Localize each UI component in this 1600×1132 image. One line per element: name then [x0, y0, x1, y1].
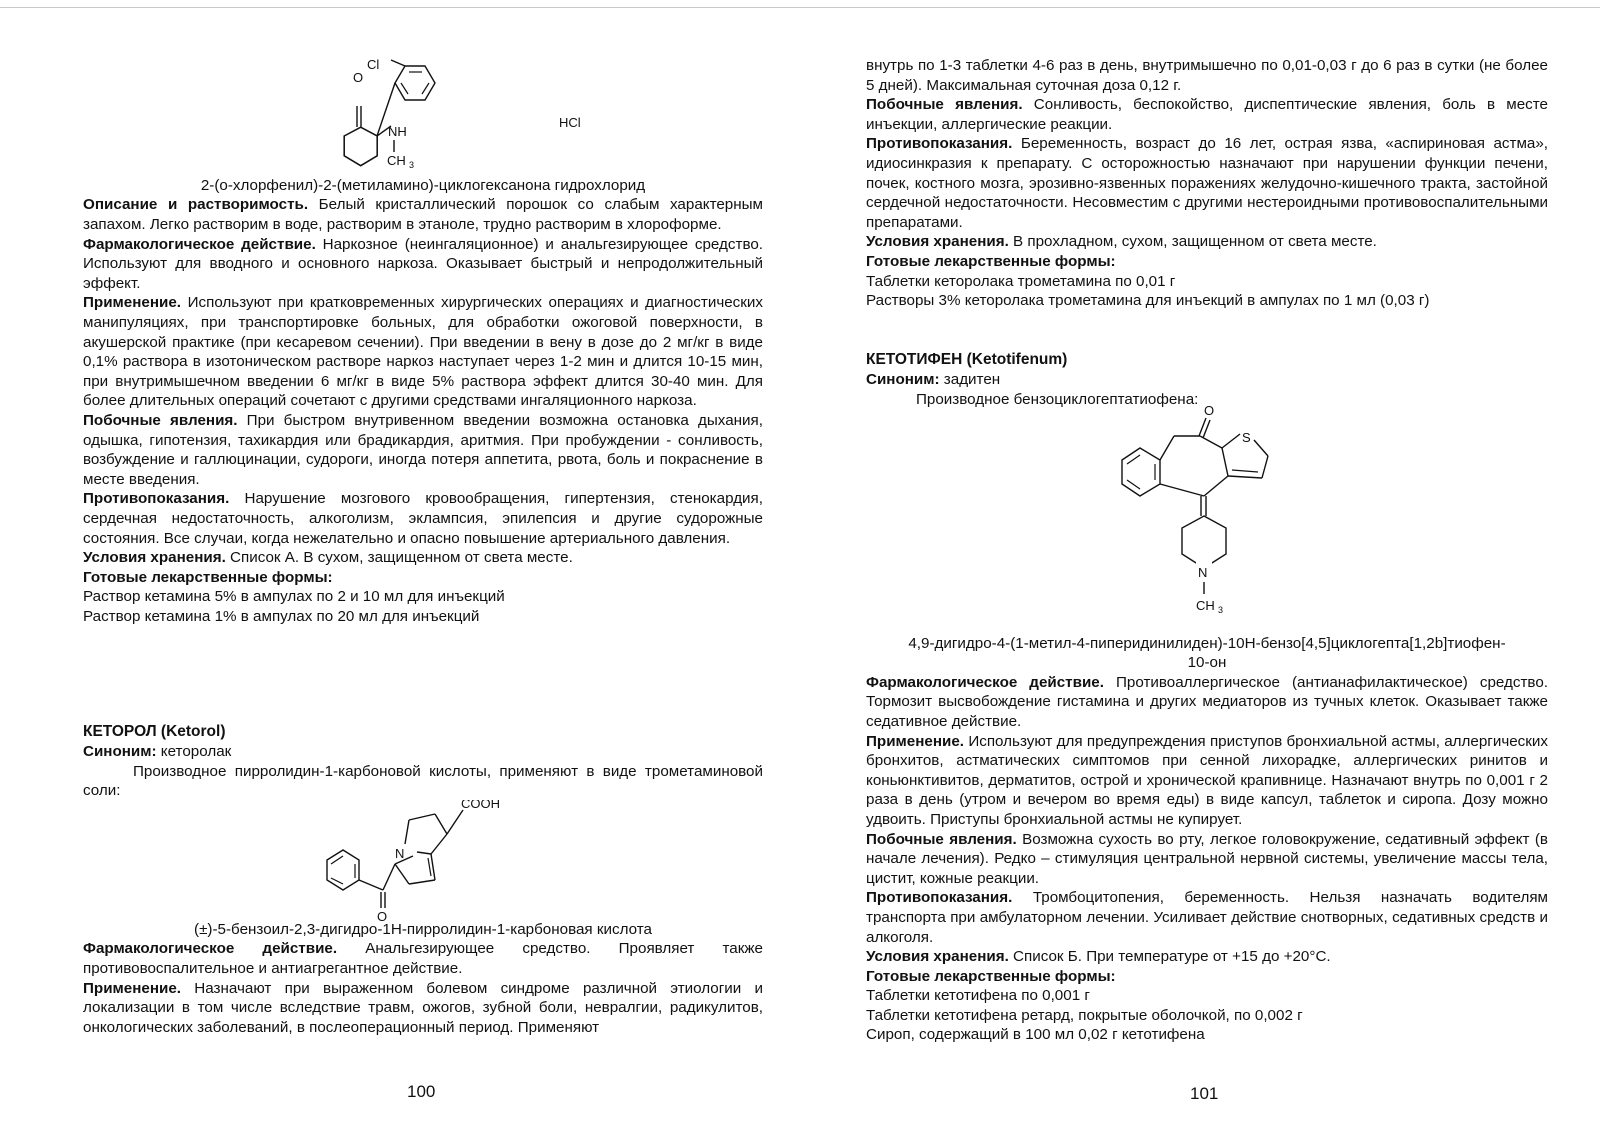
ketamine-storage	[83, 548, 763, 568]
ketorol-n-label: N	[395, 846, 405, 861]
ketamine-cl-label: Cl	[367, 57, 380, 72]
ketorol-title: КЕТОРОЛ (Ketorol)	[83, 723, 226, 740]
ketamine-hcl-label: HCl	[559, 115, 581, 130]
ketamine-pharmacology	[83, 235, 763, 294]
ketorol-section	[83, 722, 763, 801]
ketorol-chemical-name: (±)-5-бензоил-2,3-дигидро-1Н-пирролидин-1-карбоновая кислота	[194, 921, 652, 938]
text: Противоаллергическое (антианафилактическое) средство. Тормозит высвобождение гистамина и других медиаторов из тучных клеток. Оказывает также седативное действие.	[866, 673, 1548, 730]
label: Побочные явления.	[83, 411, 238, 429]
text: Возможна сухость во рту, легкое головокружение, седативный эффект (в начале лечения). Редко – стимуляция центральной нервной системы, увеличение массы тела, цистит, кожные реакции.	[866, 830, 1548, 887]
label: Условия хранения.	[83, 549, 226, 567]
text: Сонливость, беспокойство, диспептические явления, боль в месте инъекции, аллергические реакции.	[866, 96, 1548, 133]
ketotifen-section-cont	[866, 634, 1548, 1045]
text: Список Б. При температуре от +15 до +20°С.	[1008, 948, 1331, 966]
ketamine-usage	[83, 293, 763, 411]
ketorol-contraindications	[866, 134, 1548, 232]
label: Фармакологическое действие.	[83, 940, 338, 958]
text: Белый кристаллический порошок со слабым характерным запахом. Легко растворим в воде, растворим в этаноле, трудно растворим в хлороформе.	[83, 196, 763, 233]
ketotifen-title: КЕТОТИФЕН (Ketotifenum)	[866, 351, 1068, 368]
label: Фармакологическое действие.	[866, 673, 1104, 691]
ketotifen-side-effects	[866, 830, 1548, 889]
ketamine-forms-heading	[83, 568, 763, 588]
ketorol-intro: Производное пирролидин-1-карбоновой кислоты, применяют в виде трометаминовой соли:	[83, 762, 763, 800]
ketorol-section-cont	[83, 920, 763, 1037]
ketamine-form-item: Раствор кетамина 1% в ампулах по 20 мл для инъекций	[83, 607, 480, 625]
ketorol-pharmacology	[83, 939, 763, 978]
ketamine-section	[83, 176, 763, 626]
ketotifen-structure	[1116, 404, 1306, 630]
ketamine-form-item: Раствор кетамина 5% в ампулах по 2 и 10 мл для инъекций	[83, 588, 505, 606]
ketamine-nh-label: NH	[388, 124, 407, 139]
text: Используют при кратковременных хирургических операциях и диагностических манипуляциях, при транспортировке больных, для обработки ожоговой поверхности, в акушерской практике (при кесаревом сечении). При введении в вену в дозе до 2 мг/кг в виде 0,1% раствора в изотоническом растворе наркоз наступает через 1-2 мин и длится 10-15 мин, при внутримышечном введении 6 мг/кг в виде 5% раствора эффект длится 30-40 мин. Для более длительных операций сочетают с другими средствами ингаляционного наркоза.	[83, 294, 763, 410]
label: Готовые лекарственные формы:	[866, 252, 1116, 270]
ketotifen-ch3-label: CH	[1196, 598, 1215, 613]
ketotifen-form-item: Таблетки кетотифена по 0,001 г	[866, 987, 1090, 1005]
label: Условия хранения.	[866, 233, 1009, 251]
ketorol-structure	[313, 800, 573, 930]
ketotifen-chemical-name: 4,9-дигидро-4-(1-метил-4-пиперидинилиден)-10Н-бензо[4,5]циклогепта[1,2b]тиофен-	[908, 635, 1506, 652]
ketotifen-chemical-name-cont: 10-он	[1187, 654, 1227, 672]
text: задитен	[939, 371, 1001, 388]
text: Наркозное (неингаляционное) и анальгезирующее средство. Используют для вводного и основного наркоза. Оказывает быстрый и непродолжительный эффект.	[83, 235, 764, 292]
ketorol-side-effects	[866, 95, 1548, 134]
ketorol-o-label: O	[377, 909, 388, 924]
ketotifen-ch3-subscript: 3	[1218, 605, 1224, 615]
text: Нарушение мозгового кровообращения, гипертензия, стенокардия, сердечная недостаточность, алкоголизм, эклампсия, эпилепсия и другие судорожные состояния. Все случаи, когда нежелательно и опасно повышение артериального давления.	[83, 490, 763, 547]
text: Используют для предупреждения приступов бронхиальной астмы, аллергических бронхитов, астматических симптомов при сенной лихорадке, аллергических ринитов и коньюнктивитов, дерматитов, острой и хронической крапивнице. Назначают внутрь по 0,001 г 2 раза в день (утром и вечером во время еды) в виде капсул, таблеток и сиропа. Дозу можно удвоить. Приступы бронхиальной астмы не купирует.	[866, 732, 1548, 828]
left-page	[83, 0, 763, 1132]
text: Назначают при выраженном болевом синдроме различной этиологии и локализации в том числе вследствие травм, ожогов, зубной боли, невралгии, радикулитов, онкологических заболеваний, в послеоперационный период. Применяют	[83, 979, 763, 1036]
ketorol-continuation	[866, 56, 1548, 310]
page-number-right: 101	[1190, 1084, 1219, 1103]
ketorol-synonym	[83, 742, 763, 762]
label: Противопоказания.	[83, 490, 230, 508]
ketorol-usage	[83, 979, 763, 1038]
ketotifen-o-label: O	[1204, 404, 1215, 418]
text: кеторолак	[156, 743, 232, 760]
label: Готовые лекарственные формы:	[83, 568, 333, 586]
text: В прохладном, сухом, защищенном от света месте.	[1008, 233, 1377, 251]
label: Синоним:	[83, 743, 157, 760]
ketorol-form-item: Растворы 3% кеторолака трометамина для инъекций в ампулах по 1 мл (0,03 г)	[866, 291, 1430, 309]
label: Условия хранения.	[866, 948, 1009, 966]
ketotifen-usage	[866, 732, 1548, 830]
ketamine-o-label: O	[353, 70, 364, 85]
ketotifen-section	[866, 350, 1548, 409]
label: Применение.	[83, 979, 182, 997]
label: Готовые лекарственные формы:	[866, 967, 1116, 985]
ketotifen-forms-heading	[866, 967, 1548, 987]
label: Применение.	[83, 294, 182, 312]
label: Фармакологическое действие.	[83, 235, 316, 253]
page-number-left: 100	[407, 1082, 436, 1101]
ketamine-structure	[331, 56, 591, 176]
ketotifen-form-item: Таблетки кетотифена ретард, покрытые оболочкой, по 0,002 г	[866, 1006, 1303, 1024]
ketotifen-pharmacology	[866, 673, 1548, 732]
ketamine-ch3-label: CH	[387, 153, 406, 168]
ketorol-form-item: Таблетки кеторолака трометамина по 0,01 г	[866, 272, 1176, 290]
ketotifen-form-item: Сироп, содержащий в 100 мл 0,02 г кетотифена	[866, 1026, 1205, 1044]
ketamine-description	[83, 195, 763, 234]
right-page	[866, 0, 1548, 1132]
label: Противопоказания.	[866, 889, 1013, 907]
text: Список А. В сухом, защищенном от света месте.	[225, 549, 573, 567]
ketotifen-s-label: S	[1242, 430, 1251, 445]
ketorol-storage	[866, 232, 1548, 252]
text: Тромбоцитопения, беременность. Нельзя назначать водителям транспорта при амбулаторном лечении. Усиливает действие снотворных, седативных средств и алкоголя.	[866, 889, 1548, 946]
text: Анальгезирующее средство. Проявляет также противовоспалительное и антиагрегантное действие.	[83, 940, 764, 977]
label: Побочные явления.	[866, 96, 1023, 114]
ketamine-contraindications	[83, 489, 763, 548]
ketorol-forms-heading	[866, 252, 1548, 272]
label: Описание и растворимость.	[83, 196, 309, 214]
text: При быстром внутривенном введении возможна остановка дыхания, одышка, гипотензия, тахикардия или брадикардия, аритмия. При пробуждении - сонливость, возбуждение и галлюцинации, судороги, иногда потеря аппетита, рвота, боль и покраснение в месте введения.	[83, 411, 763, 488]
ketotifen-contraindications	[866, 888, 1548, 947]
label: Побочные явления.	[866, 830, 1017, 848]
ketorol-cooh-label: COOH	[461, 800, 500, 811]
label: Применение.	[866, 732, 965, 750]
ketotifen-synonym	[866, 370, 1548, 390]
ketotifen-intro: Производное бензоциклогептатиофена:	[916, 390, 1199, 408]
ketotifen-n-label: N	[1198, 565, 1208, 580]
ketotifen-storage	[866, 947, 1548, 967]
ketamine-chemical-name: 2-(о-хлорфенил)-2-(метиламино)-циклогексанона гидрохлорид	[200, 177, 646, 194]
label: Синоним:	[866, 371, 940, 388]
ketorol-usage-continued: внутрь по 1-3 таблетки 4-6 раз в день, внутримышечно по 0,01-0,03 г до 6 раз в сутки (не более 5 дней). Максимальная суточная доза 0,12 г.	[866, 57, 1548, 94]
ketamine-ch3-subscript: 3	[409, 160, 415, 170]
ketamine-side-effects	[83, 411, 763, 489]
text: Беременность, возраст до 16 лет, острая язва, «аспириновая астма», идиосинкразия к препарату. С осторожностью назначают при нарушении функции печени, почек, костного мозга, эрозивно-язвенных поражениях желудочно-кишечного тракта, застойной сердечной недостаточности. Несовместим с другими нестероидными противовоспалительными препаратами.	[866, 135, 1548, 231]
label: Противопоказания.	[866, 135, 1013, 153]
